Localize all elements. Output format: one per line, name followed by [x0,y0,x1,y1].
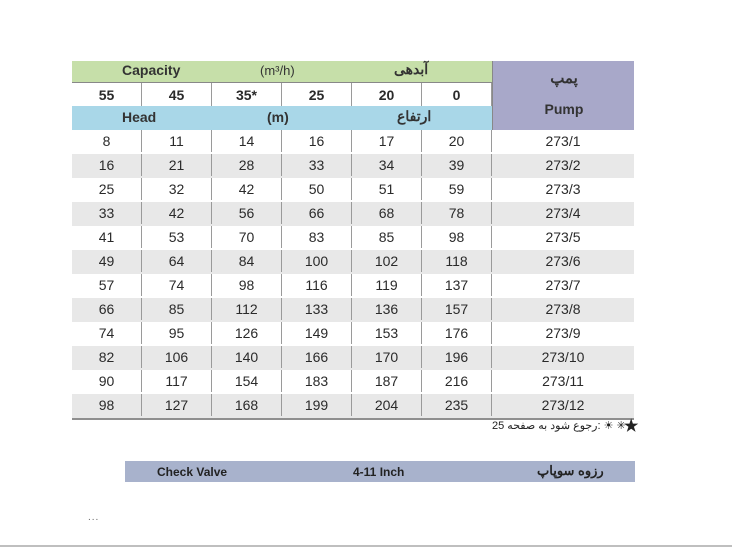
flow-value-cell: 45 [142,83,212,107]
head-value-cell: 112 [212,298,282,320]
pump-label-fa: پمپ [550,70,578,87]
head-value-cell: 74 [142,274,212,296]
table-row [72,130,634,156]
head-value-cell: 28 [212,154,282,176]
head-value-cell: 137 [422,274,492,296]
table-row [72,370,634,396]
pump-model-cell: 273/3 [545,181,581,197]
head-value-cell: 183 [282,370,352,392]
pump-model-cell: 273/4 [545,205,581,221]
head-unit: (m) [267,109,289,125]
head-value-cell: 16 [72,154,142,176]
pump-model-cell: 273/12 [541,397,585,413]
head-value-cell: 16 [282,130,352,152]
head-label-fa: ارتفاع [397,108,432,124]
head-value-cell: 127 [142,394,212,416]
flow-value-cell: 35* [212,83,282,107]
table-row [72,346,634,372]
footnote-star: ★ [624,418,639,435]
pump-model-cell: 273/7 [545,277,581,293]
flow-values-row [72,82,492,108]
head-value-cell: 85 [352,226,422,248]
head-value-cell: 119 [352,274,422,296]
head-value-cell: 176 [422,322,492,344]
head-value-cell: 98 [72,394,142,416]
pump-model-cell: 273/10 [541,349,585,365]
pump-label: Pump [544,101,584,117]
capacity-header-row [72,61,492,82]
head-value-cell: 49 [72,250,142,272]
head-value-cell: 98 [422,226,492,248]
head-value-cell: 66 [72,298,142,320]
head-value-cell: 116 [282,274,352,296]
head-value-cell: 170 [352,346,422,368]
head-value-cell: 82 [72,346,142,368]
head-value-cell: 68 [352,202,422,224]
table-row [72,154,634,180]
pump-model-cell: 273/2 [545,157,581,173]
head-value-cell: 157 [422,298,492,320]
flow-value-cell: 0 [422,83,492,107]
capacity-unit: (m³/h) [260,63,295,78]
head-value-cell: 59 [422,178,492,200]
head-value-cell: 33 [282,154,352,176]
head-value-cell: 154 [212,370,282,392]
check-valve-bar [125,461,635,482]
head-value-cell: 133 [282,298,352,320]
head-value-cell: 136 [352,298,422,320]
head-value-cell: 41 [72,226,142,248]
head-value-cell: 78 [422,202,492,224]
head-value-cell: 199 [282,394,352,416]
head-value-cell: 83 [282,226,352,248]
head-value-cell: 42 [142,202,212,224]
head-value-cell: 11 [142,130,212,152]
check-valve-size: 4-11 Inch [353,465,405,479]
head-value-cell: 51 [352,178,422,200]
check-valve-label: Check Valve [157,465,228,479]
table-row [72,202,634,228]
head-value-cell: 64 [142,250,212,272]
capacity-label: Capacity [122,62,181,78]
table-row [72,322,634,348]
head-value-cell: 153 [352,322,422,344]
table-row [72,394,634,420]
head-value-cell: 196 [422,346,492,368]
table-row [72,298,634,324]
head-value-cell: 106 [142,346,212,368]
head-value-cell: 53 [142,226,212,248]
table-row [72,274,634,300]
head-value-cell: 149 [282,322,352,344]
head-value-cell: 17 [352,130,422,152]
footnote-text: رجوع شود به صفحه 25: ☀ ✳ [492,420,626,432]
capacity-label-fa: آبدهی [394,61,429,77]
pump-model-cell: 273/5 [545,229,581,245]
head-value-cell: 33 [72,202,142,224]
head-value-cell: 70 [212,226,282,248]
head-value-cell: 42 [212,178,282,200]
head-value-cell: 20 [422,130,492,152]
head-value-cell: 102 [352,250,422,272]
head-value-cell: 25 [72,178,142,200]
head-value-cell: 34 [352,154,422,176]
flow-value-cell: 20 [352,83,422,107]
pump-header-cell [492,61,634,130]
head-value-cell: 166 [282,346,352,368]
flow-value-cell: 25 [282,83,352,107]
head-value-cell: 21 [142,154,212,176]
head-value-cell: 57 [72,274,142,296]
head-value-cell: 90 [72,370,142,392]
pump-model-cell: 273/9 [545,325,581,341]
head-value-cell: 204 [352,394,422,416]
head-value-cell: 14 [212,130,282,152]
head-value-cell: 85 [142,298,212,320]
head-value-cell: 32 [142,178,212,200]
page-marker: ... [88,512,100,523]
head-value-cell: 74 [72,322,142,344]
head-value-cell: 66 [282,202,352,224]
head-value-cell: 100 [282,250,352,272]
head-value-cell: 235 [422,394,492,416]
head-value-cell: 168 [212,394,282,416]
head-value-cell: 98 [212,274,282,296]
head-label: Head [122,109,157,125]
table-row [72,178,634,204]
head-value-cell: 187 [352,370,422,392]
head-value-cell: 140 [212,346,282,368]
head-value-cell: 84 [212,250,282,272]
head-value-cell: 216 [422,370,492,392]
pump-model-cell: 273/11 [542,373,584,389]
head-value-cell: 126 [212,322,282,344]
head-value-cell: 117 [142,370,212,392]
head-value-cell: 95 [142,322,212,344]
table-row [72,226,634,252]
head-value-cell: 50 [282,178,352,200]
check-valve-label-fa: رزوه سوپاپ [537,463,604,478]
head-value-cell: 56 [212,202,282,224]
pump-model-cell: 273/1 [545,133,581,149]
pump-model-cell: 273/8 [545,301,581,317]
head-value-cell: 118 [422,250,492,272]
flow-value-cell: 55 [72,83,142,107]
pump-model-cell: 273/6 [545,253,581,269]
table-row [72,250,634,276]
head-header-row [72,106,492,130]
head-value-cell: 39 [422,154,492,176]
head-value-cell: 8 [72,130,142,152]
